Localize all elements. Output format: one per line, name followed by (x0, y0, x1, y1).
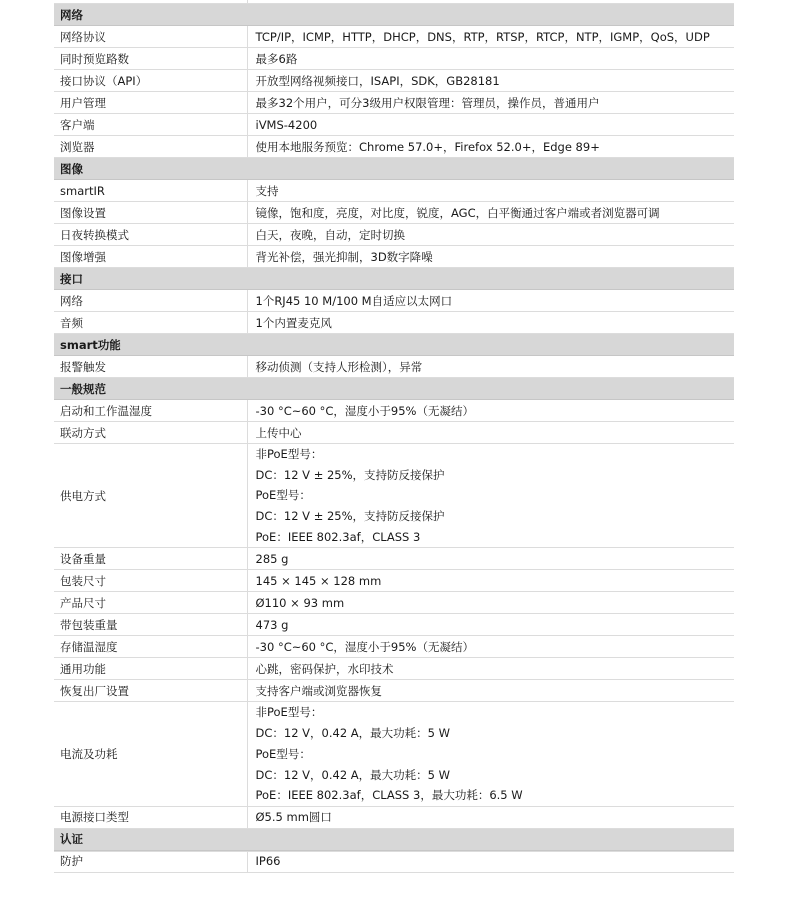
spec-label: 恢复出厂设置 (54, 680, 247, 702)
spec-value: 285 g (247, 548, 734, 570)
spec-value: -30 °C~60 °C，湿度小于95%（无凝结） (247, 400, 734, 422)
spec-label: 产品尺寸 (54, 592, 247, 614)
spec-value: 1个RJ45 10 M/100 M自适应以太网口 (247, 290, 734, 312)
spec-label: 电流及功耗 (54, 702, 247, 806)
section-header (54, 4, 734, 26)
spec-label: 图像设置 (54, 202, 247, 224)
spec-row (54, 570, 734, 592)
spec-value: 支持客户端或浏览器恢复 (247, 680, 734, 702)
spec-label: 客户端 (54, 114, 247, 136)
spec-value: IP66 (247, 850, 734, 872)
section-header (54, 378, 734, 400)
spec-label: 音频 (54, 312, 247, 334)
spec-row (54, 136, 734, 158)
spec-value-line: DC：12 V ± 25%，支持防反接保护 (255, 467, 445, 482)
spec-value: 心跳，密码保护，水印技术 (247, 658, 734, 680)
section-header (54, 268, 734, 290)
spec-row (54, 70, 734, 92)
spec-value: Ø110 × 93 mm (247, 592, 734, 614)
spec-value: 145 × 145 × 128 mm (247, 570, 734, 592)
spec-value: 支持 (247, 180, 734, 202)
spec-row (54, 26, 734, 48)
spec-value (247, 444, 734, 548)
spec-value: 移动侦测（支持人形检测），异常 (247, 356, 734, 378)
spec-value (247, 702, 734, 806)
spec-value-line: DC：12 V ± 25%，支持防反接保护 (255, 509, 445, 524)
spec-label: 报警触发 (54, 356, 247, 378)
spec-row (54, 224, 734, 246)
spec-row (54, 444, 734, 548)
spec-row (54, 592, 734, 614)
spec-label: 存储温湿度 (54, 636, 247, 658)
spec-row (54, 806, 734, 828)
spec-row (54, 202, 734, 224)
spec-value: 背光补偿，强光抑制，3D数字降噪 (247, 246, 734, 268)
spec-label: 日夜转换模式 (54, 224, 247, 246)
spec-label: 设备重量 (54, 548, 247, 570)
spec-row (54, 702, 734, 806)
spec-row (54, 246, 734, 268)
spec-value-line: 非PoE型号： (255, 447, 323, 461)
spec-value-line: PoE型号： (255, 488, 311, 503)
spec-label: 图像增强 (54, 246, 247, 268)
spec-row (54, 850, 734, 872)
spec-value: 上传中心 (247, 422, 734, 444)
spec-value: 1个内置麦克风 (247, 312, 734, 334)
section-title: 图像 (54, 158, 734, 180)
spec-label: 包装尺寸 (54, 570, 247, 592)
spec-label: 电源接口类型 (54, 806, 247, 828)
spec-value: 白天，夜晚，自动，定时切换 (247, 224, 734, 246)
spec-row (54, 312, 734, 334)
spec-value: 开放型网络视频接口，ISAPI，SDK，GB28181 (247, 70, 734, 92)
spec-value-line: PoE型号： (255, 746, 311, 761)
section-title: 接口 (54, 268, 734, 290)
spec-value: 最多32个用户，可分3级用户权限管理：管理员，操作员，普通用户 (247, 92, 734, 114)
spec-table (54, 0, 734, 873)
spec-value: Ø5.5 mm圆口 (247, 806, 734, 828)
section-header (54, 828, 734, 850)
spec-row (54, 92, 734, 114)
spec-value-line: PoE：IEEE 802.3af，CLASS 3 (255, 529, 421, 544)
spec-row (54, 400, 734, 422)
spec-label: 供电方式 (54, 444, 247, 548)
spec-row (54, 680, 734, 702)
section-title: 网络 (54, 4, 734, 26)
spec-label: 通用功能 (54, 658, 247, 680)
spec-label: smartIR (54, 180, 247, 202)
spec-row (54, 114, 734, 136)
spec-label: 用户管理 (54, 92, 247, 114)
spec-value: 镜像，饱和度，亮度，对比度，锐度，AGC，白平衡通过客户端或者浏览器可调 (247, 202, 734, 224)
spec-label: 网络协议 (54, 26, 247, 48)
spec-label: 带包装重量 (54, 614, 247, 636)
section-title: 一般规范 (54, 378, 734, 400)
spec-row (54, 180, 734, 202)
table-bottom-rule (54, 851, 734, 852)
spec-value: TCP/IP，ICMP，HTTP，DHCP，DNS，RTP，RTSP，RTCP，NTP，IGMP，QoS，UDP (247, 26, 734, 48)
spec-label: 同时预览路数 (54, 48, 247, 70)
section-header (54, 158, 734, 180)
spec-label: 启动和工作温湿度 (54, 400, 247, 422)
section-title: 认证 (54, 828, 734, 850)
spec-row (54, 422, 734, 444)
section-title: smart功能 (54, 334, 734, 356)
spec-value: 使用本地服务预览：Chrome 57.0+，Firefox 52.0+，Edge 89+ (247, 136, 734, 158)
spec-row (54, 636, 734, 658)
spec-label: 浏览器 (54, 136, 247, 158)
section-header (54, 334, 734, 356)
spec-value: -30 °C~60 °C，湿度小于95%（无凝结） (247, 636, 734, 658)
spec-row (54, 658, 734, 680)
spec-value-line: DC：12 V，0.42 A，最大功耗：5 W (255, 726, 451, 741)
spec-value-line: 非PoE型号： (255, 705, 323, 720)
spec-value: 473 g (247, 614, 734, 636)
spec-row (54, 614, 734, 636)
spec-value-line: PoE：IEEE 802.3af，CLASS 3，最大功耗：6.5 W (255, 788, 523, 803)
spec-value: 最多6路 (247, 48, 734, 70)
spec-label: 联动方式 (54, 422, 247, 444)
spec-row (54, 290, 734, 312)
spec-row (54, 548, 734, 570)
spec-row (54, 48, 734, 70)
spec-table-body (54, 0, 734, 872)
spec-label: 防护 (54, 850, 247, 872)
spec-label: 接口协议（API） (54, 70, 247, 92)
spec-value-line: DC：12 V，0.42 A，最大功耗：5 W (255, 767, 451, 782)
spec-value: iVMS-4200 (247, 114, 734, 136)
spec-row (54, 356, 734, 378)
spec-label: 网络 (54, 290, 247, 312)
